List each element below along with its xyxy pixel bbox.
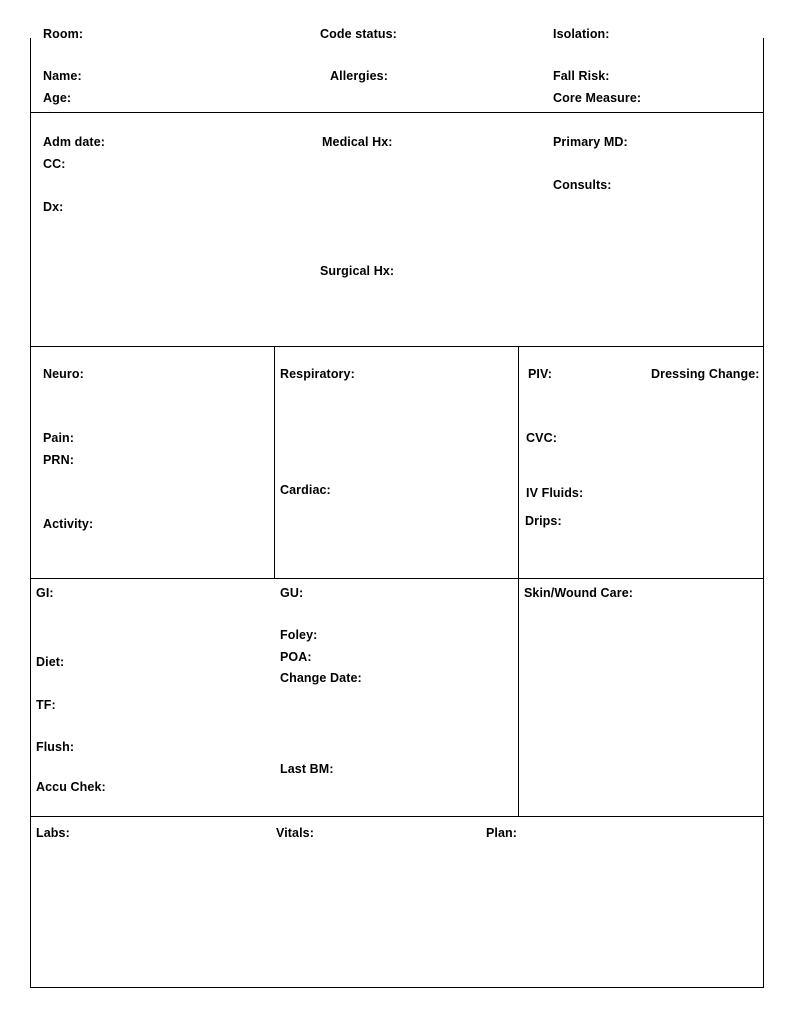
fall-risk-label: Fall Risk: — [553, 69, 610, 83]
adm-date-label: Adm date: — [43, 135, 106, 149]
activity-label: Activity: — [43, 517, 94, 531]
flush-label: Flush: — [36, 740, 75, 754]
room-label: Room: — [43, 27, 84, 41]
pain-label: Pain: — [43, 431, 75, 445]
prn-label: PRN: — [43, 453, 74, 467]
dx-label: Dx: — [43, 200, 64, 214]
foley-label: Foley: — [280, 628, 318, 642]
code-status-label: Code status: — [320, 27, 397, 41]
piv-label: PIV: — [528, 367, 553, 381]
left-border — [30, 38, 31, 988]
plan-label: Plan: — [486, 826, 518, 840]
divider-gi-gu — [30, 816, 764, 817]
cc-label: CC: — [43, 157, 66, 171]
divider-header — [30, 112, 764, 113]
poa-label: POA: — [280, 650, 312, 664]
labs-label: Labs: — [36, 826, 70, 840]
systems-col-divider-2 — [518, 346, 519, 816]
change-date-label: Change Date: — [280, 671, 362, 685]
primary-md-label: Primary MD: — [553, 135, 628, 149]
respiratory-label: Respiratory: — [280, 367, 355, 381]
consults-label: Consults: — [553, 178, 612, 192]
gi-label: GI: — [36, 586, 54, 600]
vitals-label: Vitals: — [276, 826, 314, 840]
tf-label: TF: — [36, 698, 56, 712]
divider-history — [30, 346, 764, 347]
cardiac-label: Cardiac: — [280, 483, 331, 497]
gu-label: GU: — [280, 586, 304, 600]
drips-label: Drips: — [525, 514, 562, 528]
medical-hx-label: Medical Hx: — [322, 135, 393, 149]
right-border — [763, 38, 764, 988]
isolation-label: Isolation: — [553, 27, 610, 41]
dressing-change-label: Dressing Change: — [651, 367, 760, 381]
surgical-hx-label: Surgical Hx: — [320, 264, 395, 278]
allergies-label: Allergies: — [330, 69, 388, 83]
skin-wound-care-label: Skin/Wound Care: — [524, 586, 634, 600]
cvc-label: CVC: — [526, 431, 557, 445]
age-label: Age: — [43, 91, 72, 105]
bottom-border — [30, 987, 764, 988]
neuro-label: Neuro: — [43, 367, 84, 381]
core-measure-label: Core Measure: — [553, 91, 642, 105]
name-label: Name: — [43, 69, 82, 83]
divider-systems — [30, 578, 764, 579]
iv-fluids-label: IV Fluids: — [526, 486, 584, 500]
systems-col-divider-1 — [274, 346, 275, 578]
accu-chek-label: Accu Chek: — [36, 780, 106, 794]
diet-label: Diet: — [36, 655, 65, 669]
last-bm-label: Last BM: — [280, 762, 334, 776]
